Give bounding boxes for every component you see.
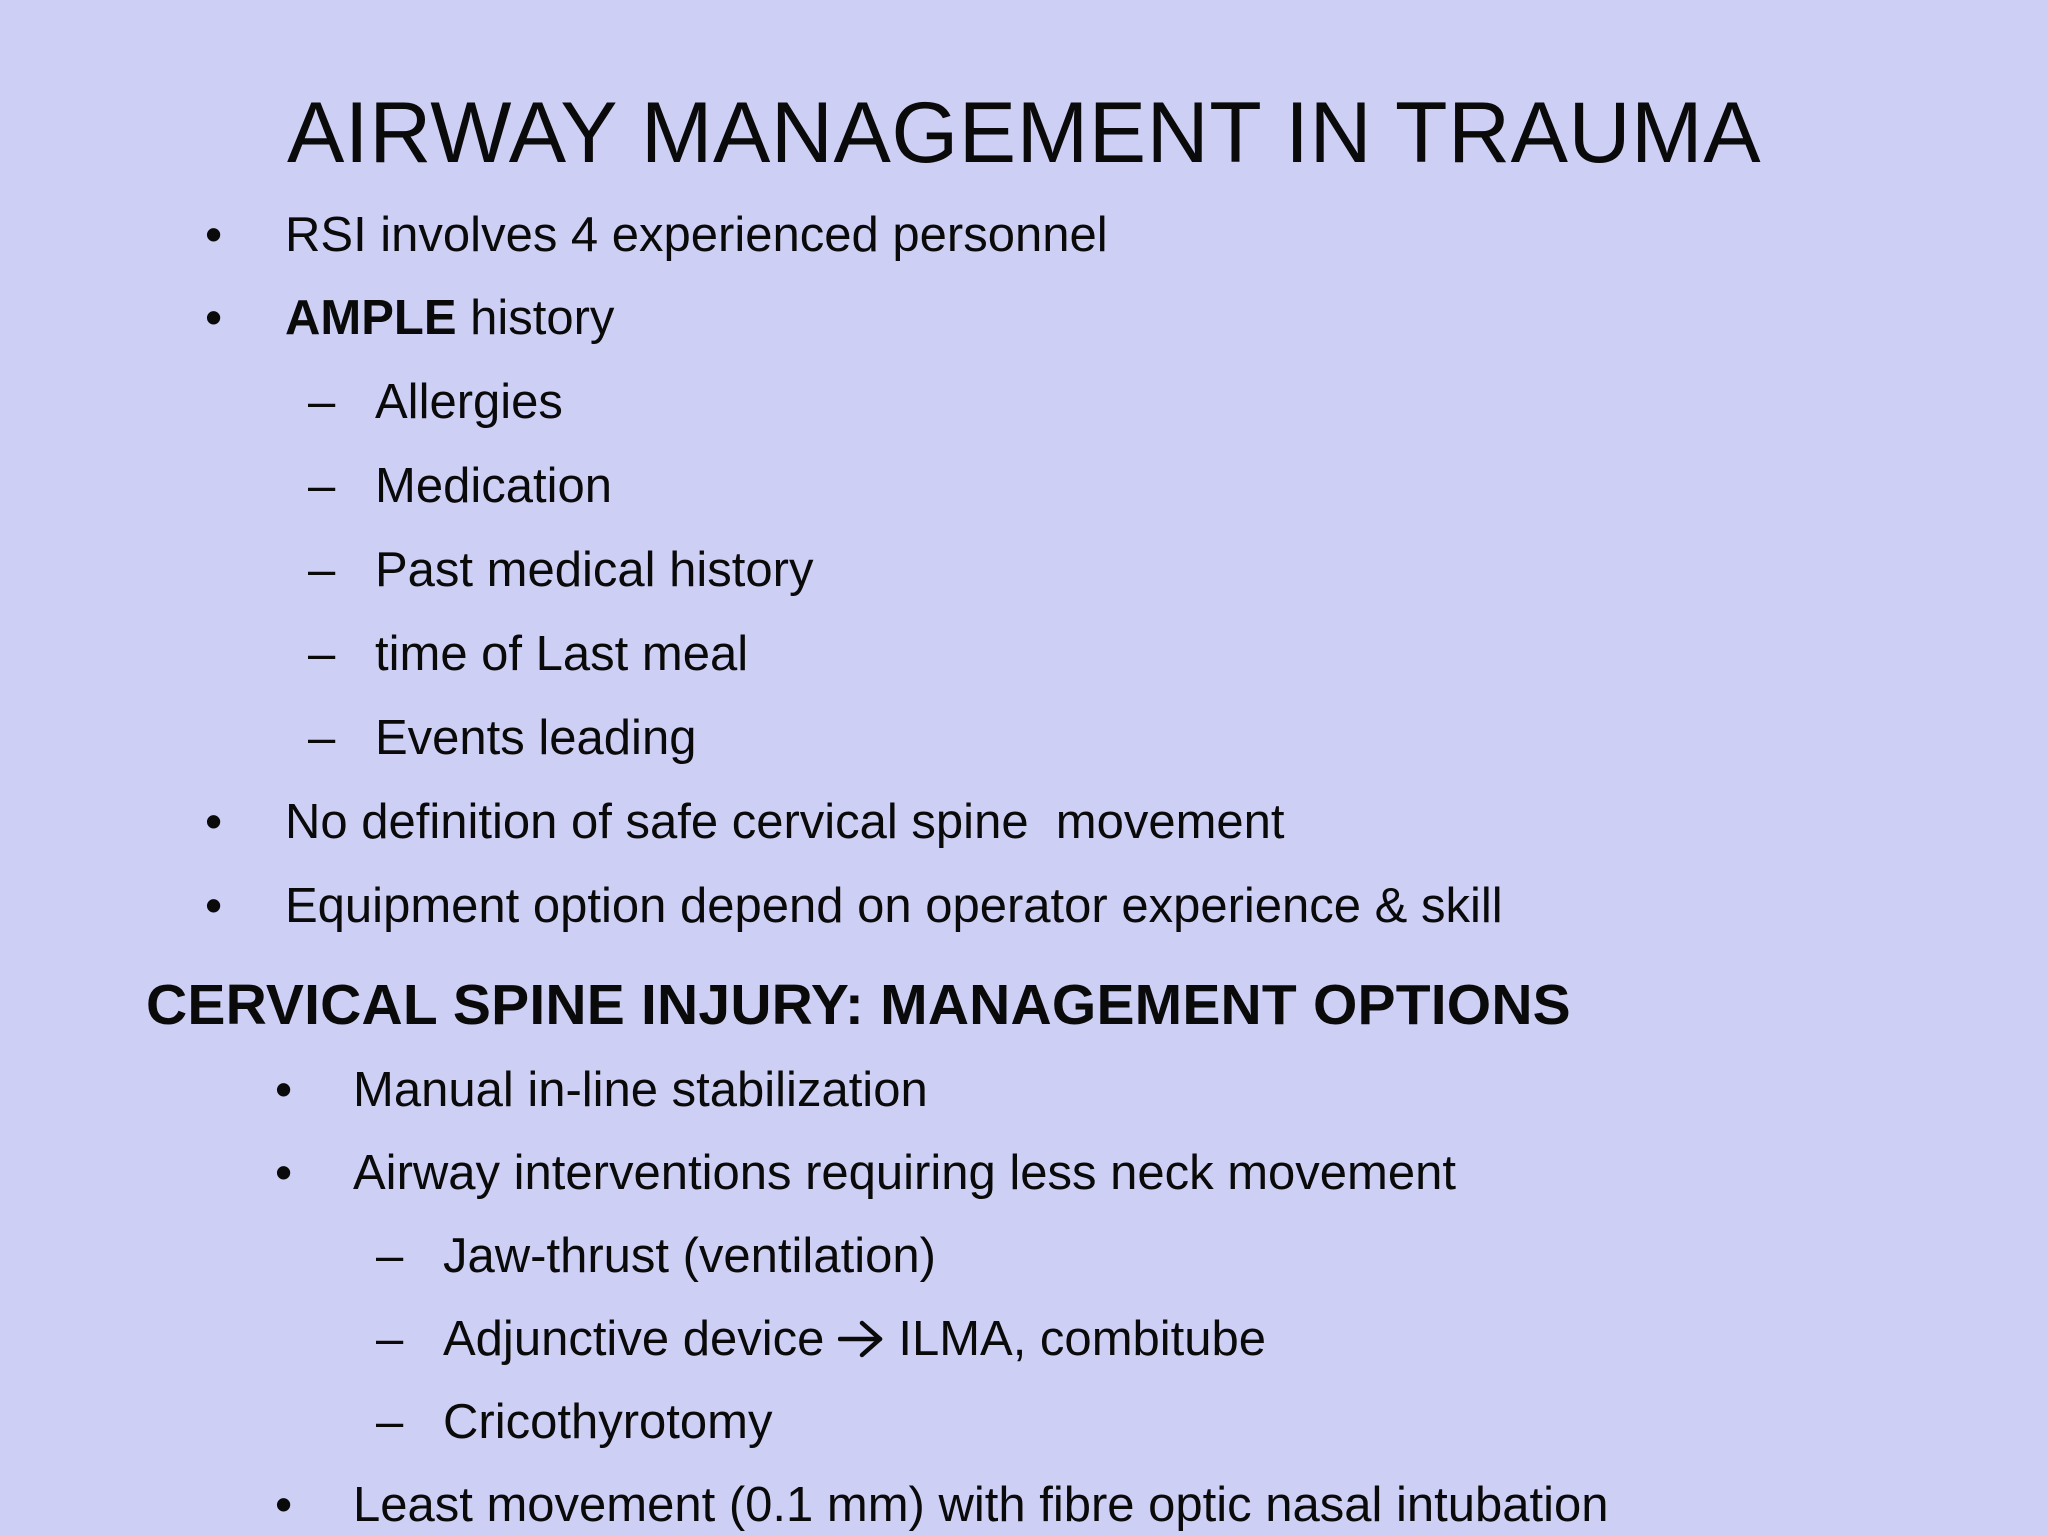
dash-marker: – [308,375,336,429]
bullet-text: Least movement (0.1 mm) with fibre optic nasal intubation [353,1478,1609,1532]
sub-bullet-text: Events leading [375,711,697,765]
dash-marker: – [308,627,336,681]
sub-bullet-text-before: Adjunctive device [443,1312,825,1366]
right-arrow-icon [838,1319,886,1359]
bullet-text: Airway interventions requiring less neck movement [353,1146,1456,1200]
bullet-marker: • [275,1478,293,1532]
bullet-marker: • [205,879,223,933]
dash-marker: – [376,1229,404,1283]
bullet-text: RSI involves 4 experienced personnel [285,208,1108,262]
sub-bullet-text: Allergies [375,375,563,429]
bullet-text: Equipment option depend on operator experience & skill [285,879,1503,933]
bullet-text-rest: history [456,291,615,345]
sub-bullet-text: time of Last meal [375,627,749,681]
dash-marker: – [308,543,336,597]
bullet-text [285,288,614,348]
bold-term: AMPLE [285,291,457,345]
bullet-marker: • [205,208,223,262]
bullet-marker: • [205,291,223,345]
bullet-text: Manual in-line stabilization [353,1063,928,1117]
sub-bullet-text [443,1309,1266,1369]
sub-bullet-text: Medication [375,459,612,513]
sub-bullet-text: Past medical history [375,543,814,597]
section-heading: CERVICAL SPINE INJURY: MANAGEMENT OPTIONS [146,973,1571,1037]
dash-marker: – [376,1312,404,1366]
bullet-marker: • [275,1146,293,1200]
bullet-text: No definition of safe cervical spine movement [285,795,1285,849]
slide-title: AIRWAY MANAGEMENT IN TRAUMA [286,85,1762,181]
bullet-marker: • [205,795,223,849]
dash-marker: – [376,1395,404,1449]
dash-marker: – [308,459,336,513]
sub-bullet-text: Jaw-thrust (ventilation) [443,1229,936,1283]
bullet-marker: • [275,1063,293,1117]
sub-bullet-text-after: ILMA, combitube [898,1312,1267,1366]
dash-marker: – [308,711,336,765]
sub-bullet-text: Cricothyrotomy [443,1395,773,1449]
